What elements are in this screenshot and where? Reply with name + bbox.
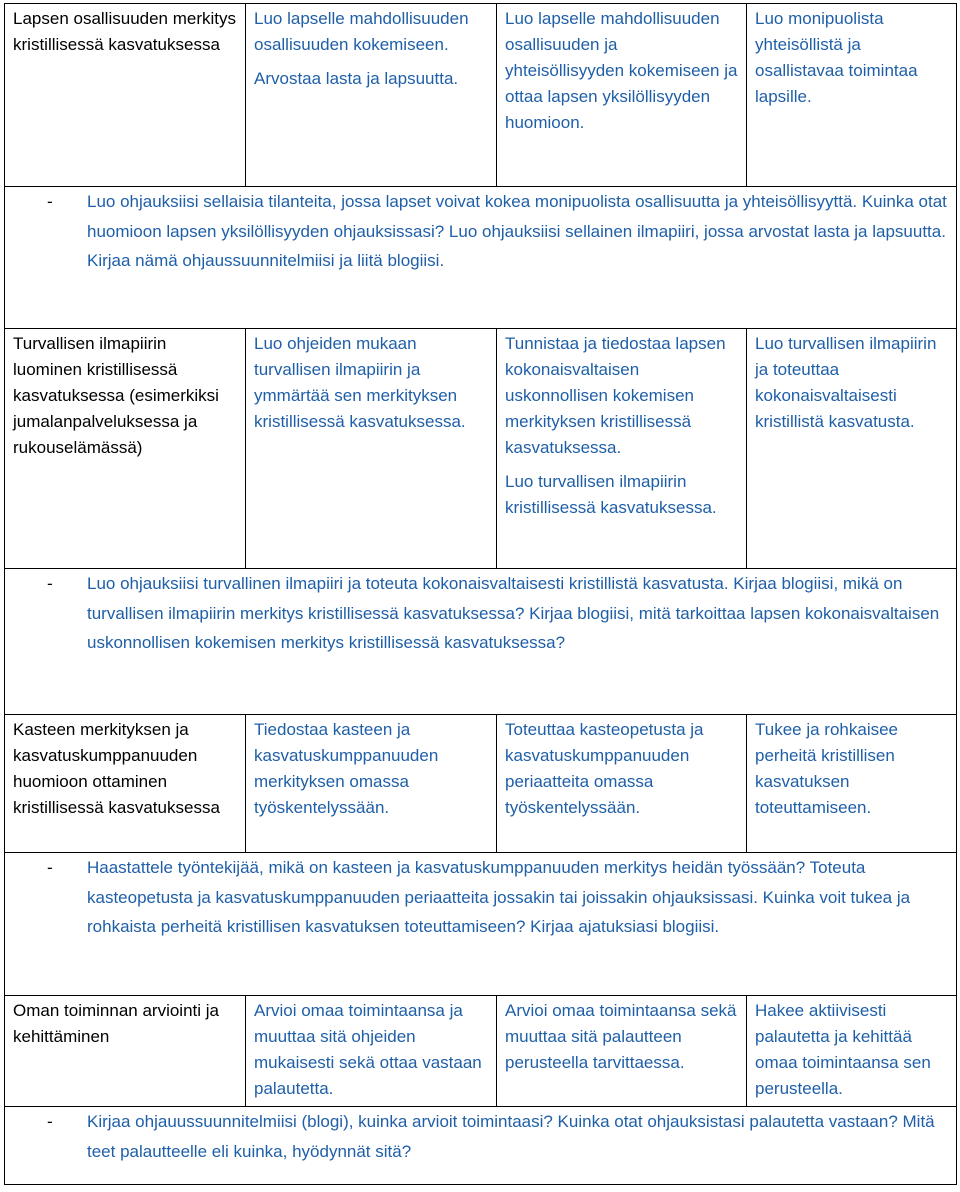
- level1-text: Arvioi omaa toimintaansa ja muuttaa sitä ohjeiden mukaisesti sekä ottaa vastaan palautetta.: [254, 1001, 482, 1098]
- level3-text: Tukee ja rohkaisee perheitä kristillisen kasvatuksen toteuttamiseen.: [755, 720, 899, 817]
- task-cell: [5, 187, 957, 329]
- criterion-text: Kasteen merkityksen ja kasvatuskumppanuuden huomioon ottaminen kristillisessä kasvatuksessa: [13, 720, 220, 817]
- task-item: [13, 853, 950, 942]
- level2-cell: [497, 996, 747, 1107]
- criterion-text: Turvallisen ilmapiirin luominen kristillisessä kasvatuksessa (esimerkiksi jumalanpalveluksessa ja rukouselämässä): [13, 334, 219, 457]
- level3-text: Luo monipuolista yhteisöllistä ja osallistavaa toimintaa lapsille.: [755, 9, 918, 106]
- level1-cell: [246, 996, 497, 1107]
- task-row: [5, 187, 957, 329]
- criterion-cell: [5, 715, 246, 853]
- level2-extra-text: Luo turvallisen ilmapiirin kristillisessä kasvatuksessa.: [505, 472, 717, 517]
- dash-bullet: -: [47, 192, 53, 211]
- task-text: Luo ohjauksiisi sellaisia tilanteita, jossa lapset voivat kokea monipuolista osallisuutta ja yhteisöllisyyttä. Kuinka otat huomioon lapsen yksilöllisyyden ohjauksissasi? Luo ohjauksiisi sellainen ilmapiiri, jossa arvostat lasta ja lapsuutta. Kirjaa nämä ohjaussuunnitelmiisi ja liitä blogiisi.: [87, 192, 947, 270]
- level1-cell: [246, 329, 497, 569]
- criterion-cell: [5, 996, 246, 1107]
- level3-cell: [747, 4, 957, 187]
- criteria-row: [5, 996, 957, 1107]
- level2-text: Tunnistaa ja tiedostaa lapsen kokonaisvaltaisen uskonnollisen kokemisen merkityksen kristillisessä kasvatuksessa.: [505, 334, 726, 457]
- level3-text: Hakee aktiivisesti palautetta ja kehittää omaa toimintaansa sen perusteella.: [755, 1001, 931, 1098]
- assessment-table: [4, 3, 957, 1185]
- level2-cell: [497, 329, 747, 569]
- criterion-text: Oman toiminnan arviointi ja kehittäminen: [13, 1001, 219, 1046]
- criteria-row: [5, 715, 957, 853]
- dash-bullet: -: [47, 574, 53, 593]
- task-text: Luo ohjauksiisi turvallinen ilmapiiri ja toteuta kokonaisvaltaisesti kristillistä kasvatusta. Kirjaa blogiisi, mikä on turvallisen ilmapiirin merkitys kristillisessä kasvatuksessa? Kirjaa blogiisi, mitä tarkoittaa lapsen kokonaisvaltaisen uskonnollisen kokemisen merkitys kristillisessä kasvatuksessa?: [87, 574, 940, 652]
- level2-cell: [497, 4, 747, 187]
- task-text: Haastattele työntekijää, mikä on kasteen ja kasvatuskumppanuuden merkitys heidän työssään? Toteuta kasteopetusta ja kasvatuskumppanuuden periaatteita jossakin tai joissakin ohjauksissasi. Kuinka voit tukea ja rohkaista perheitä kristillisen kasvatuksen toteuttamiseen? Kirjaa ajatuksiasi blogiisi.: [87, 858, 911, 936]
- task-cell: [5, 853, 957, 996]
- criterion-cell: [5, 4, 246, 187]
- criterion-text: Lapsen osallisuuden merkitys kristillisessä kasvatuksessa: [13, 9, 237, 54]
- level1-cell: [246, 715, 497, 853]
- task-row: [5, 1107, 957, 1185]
- dash-bullet: -: [47, 858, 53, 877]
- criteria-row: [5, 329, 957, 569]
- level2-text: Toteuttaa kasteopetusta ja kasvatuskumppanuuden periaatteita omassa työskentelyssään.: [505, 720, 704, 817]
- task-item: [13, 187, 950, 276]
- task-text: Kirjaa ohjauussuunnitelmiisi (blogi), kuinka arvioit toimintaasi? Kuinka otat ohjauksistasi palautetta vastaan? Mitä teet palautteelle eli kuinka, hyödynnät sitä?: [87, 1112, 935, 1161]
- level1-text: Tiedostaa kasteen ja kasvatuskumppanuuden merkityksen omassa työskentelyssään.: [254, 720, 439, 817]
- level1-extra-text: Arvostaa lasta ja lapsuutta.: [254, 69, 459, 88]
- level1-text: Luo ohjeiden mukaan turvallisen ilmapiirin ja ymmärtää sen merkityksen kristillisessä kasvatuksessa.: [254, 334, 466, 431]
- level2-text: Luo lapselle mahdollisuuden osallisuuden ja yhteisöllisyyden kokemiseen ja ottaa lapsen yksilöllisyyden huomioon.: [505, 9, 738, 132]
- criteria-row: [5, 4, 957, 187]
- task-cell: [5, 569, 957, 715]
- level1-cell: [246, 4, 497, 187]
- level3-cell: [747, 329, 957, 569]
- level3-cell: [747, 715, 957, 853]
- task-item: [13, 1107, 950, 1166]
- level2-cell: [497, 715, 747, 853]
- task-row: [5, 569, 957, 715]
- task-cell: [5, 1107, 957, 1185]
- task-row: [5, 853, 957, 996]
- level3-text: Luo turvallisen ilmapiirin ja toteuttaa kokonaisvaltaisesti kristillistä kasvatusta.: [755, 334, 937, 431]
- level3-cell: [747, 996, 957, 1107]
- level1-text: Luo lapselle mahdollisuuden osallisuuden kokemiseen.: [254, 9, 469, 54]
- criterion-cell: [5, 329, 246, 569]
- task-item: [13, 569, 950, 658]
- level2-text: Arvioi omaa toimintaansa sekä muuttaa sitä palautteen perusteella tarvittaessa.: [505, 1001, 737, 1072]
- dash-bullet: -: [47, 1112, 53, 1131]
